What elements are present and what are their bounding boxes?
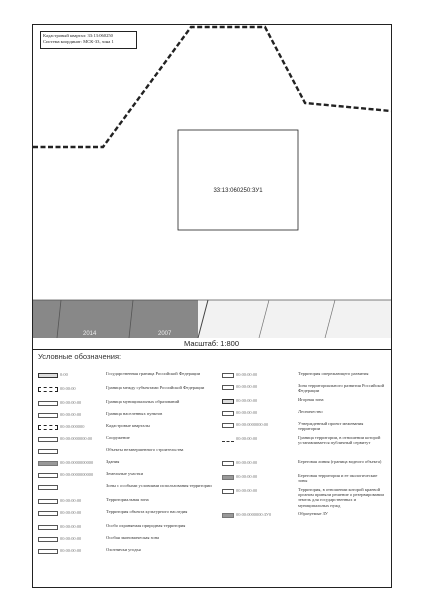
legend-code: 00:00:00 — [60, 386, 76, 391]
legend-description: Береговая линия (граница водного объекта) — [298, 459, 382, 464]
legend-description: Граница муниципальных образований — [106, 399, 180, 404]
legend-item — [38, 370, 216, 384]
legend-item — [222, 458, 387, 472]
legend-symbol — [38, 525, 58, 530]
legend-code: 00:00:00:00 — [60, 524, 82, 529]
legend-code: 00:00:000000 — [60, 424, 85, 429]
legend-symbol — [38, 373, 58, 378]
legend-symbol — [222, 411, 234, 416]
legend-item — [222, 510, 387, 522]
legend-code: 00:00:0000000:00 — [60, 436, 93, 441]
quarter-info-box — [40, 31, 137, 49]
legend-description: Территория объекта культурного наследия — [106, 509, 188, 514]
legend-item — [38, 546, 216, 558]
legend-description: Территориальная зона — [106, 497, 149, 502]
legend-item — [38, 434, 216, 446]
legend-description: Зоны с особыми условиями использования территории — [106, 483, 212, 488]
legend-description: Образуемые ЗУ — [298, 511, 328, 516]
legend-item — [38, 458, 216, 470]
parcel-label: 33:13:060250:ЗУ1 — [213, 188, 263, 194]
divider — [33, 349, 391, 350]
legend-code: 00:00:00:00 — [236, 410, 258, 415]
legend-code: 00:00:00:00 — [60, 536, 82, 541]
legend-description: Объекты незавершенного строительства — [106, 447, 184, 452]
legend-code: 00:00:00:00 — [60, 412, 82, 417]
legend-left-column — [38, 370, 216, 558]
map-scale: Масштаб: 1:800 — [183, 339, 240, 348]
legend-symbol — [222, 489, 234, 494]
map-canvas — [33, 25, 391, 338]
legend-code: 00:00:00:00 — [60, 510, 82, 515]
legend-item — [38, 398, 216, 410]
legend-item — [222, 486, 387, 510]
legend-symbol — [222, 423, 234, 428]
legend-symbol — [38, 499, 58, 504]
legend-item — [222, 472, 387, 486]
legend-symbol — [222, 385, 234, 390]
legend-symbol — [38, 549, 58, 554]
legend-description: Государственная граница Российской Федерации — [106, 371, 201, 376]
legend-code: 00:00:0000000:ЗУ0 — [236, 512, 272, 517]
year-label-2: 2007 — [158, 331, 172, 337]
legend-code: 00:00:0000000000 — [60, 460, 94, 465]
legend-description: Граница между субъектами Российской Федерации — [106, 385, 205, 390]
legend-code: 00:00:00:00 — [236, 372, 258, 377]
legend-symbol — [38, 485, 58, 490]
legend-item — [38, 446, 216, 458]
legend-item — [38, 496, 216, 508]
legend-symbol — [222, 437, 234, 442]
legend-description: Утвержденный проект межевания территории — [298, 421, 364, 432]
legend-symbol — [222, 399, 234, 404]
legend-item — [38, 470, 216, 482]
legend-title: Условные обозначения: — [38, 352, 122, 361]
legend-symbol — [222, 513, 234, 518]
legend-code: 00:00:00:00 — [60, 400, 82, 405]
legend-code: 00:00:00:00 — [236, 488, 258, 493]
legend-description: Кадастровые кварталы — [106, 423, 150, 428]
legend-description: Территория, в отношении которой краевой органом приняли решение о резервировании земель для государственных и муниципальных нужд — [298, 487, 384, 508]
legend-code: 00:00:00:00 — [236, 474, 258, 479]
legend-item — [222, 434, 387, 458]
legend-description: Охотничьи угодья — [106, 547, 141, 552]
legend-right-column — [222, 370, 387, 522]
legend-item — [222, 370, 387, 382]
legend-symbol — [38, 387, 58, 392]
legend-item — [38, 422, 216, 434]
legend-symbol — [38, 461, 58, 466]
legend-item — [38, 534, 216, 546]
legend-symbol — [38, 449, 58, 454]
legend-code: 00:00:0000000:00 — [236, 422, 269, 427]
quarter-number: Кадастровый квартал: 33:13:060250 — [43, 33, 113, 38]
legend-item — [222, 382, 387, 396]
legend-item — [38, 482, 216, 496]
legend-description: Игорная зона — [298, 397, 324, 402]
legend-description: Особо охраняемая природная территория — [106, 523, 186, 528]
legend-symbol — [38, 473, 58, 478]
legend-code: 00:00:00:00 — [60, 498, 82, 503]
legend-code: 00:00:00:00 — [236, 436, 258, 441]
legend-item — [38, 522, 216, 534]
legend-description: Береговая территория и ее экологические зоны — [298, 473, 378, 484]
legend-description: Сооружение — [106, 435, 130, 440]
legend-description: Здания — [106, 459, 120, 464]
legend-symbol — [38, 537, 58, 542]
legend-description: Особая экономическая зона — [106, 535, 160, 540]
legend-item — [38, 508, 216, 522]
legend-code: 0:00 — [60, 372, 68, 377]
legend-symbol — [38, 425, 58, 430]
legend-code: 00:00:00:00 — [60, 548, 82, 553]
legend-item — [38, 410, 216, 422]
legend-code: 00:00:00:00 — [236, 398, 258, 403]
legend-symbol — [38, 437, 58, 442]
legend-symbol — [222, 373, 234, 378]
legend-symbol — [38, 511, 58, 516]
legend-item — [222, 396, 387, 408]
parcel-outline — [178, 130, 298, 230]
legend-description: Территория опережающего развития — [298, 371, 369, 376]
year-label-1: 2014 — [83, 331, 97, 337]
cadastral-map[interactable] — [33, 25, 391, 338]
legend-description: Земельные участки — [106, 471, 144, 476]
legend-symbol — [38, 401, 58, 406]
legend-item — [222, 420, 387, 434]
legend-description: Граница территории, в отношении которой устанавливается публичный сервитут — [298, 435, 381, 446]
coordinate-system: Система координат: МСК-33, зона 1 — [43, 39, 114, 44]
legend-symbol — [222, 461, 234, 466]
strip-light — [198, 300, 391, 338]
legend-description: Зона территориального развития Российской Федерации — [298, 383, 385, 394]
legend-code: 00:00:00:00 — [236, 384, 258, 389]
legend-code: 00:00:0000000000 — [60, 472, 94, 477]
legend-description: Лесничество — [298, 409, 323, 414]
legend-item — [38, 384, 216, 398]
legend-symbol — [222, 475, 234, 480]
legend-code: 00:00:00:00 — [236, 460, 258, 465]
legend-description: Граница населенных пунктов — [106, 411, 163, 416]
legend-item — [222, 408, 387, 420]
legend-symbol — [38, 413, 58, 418]
